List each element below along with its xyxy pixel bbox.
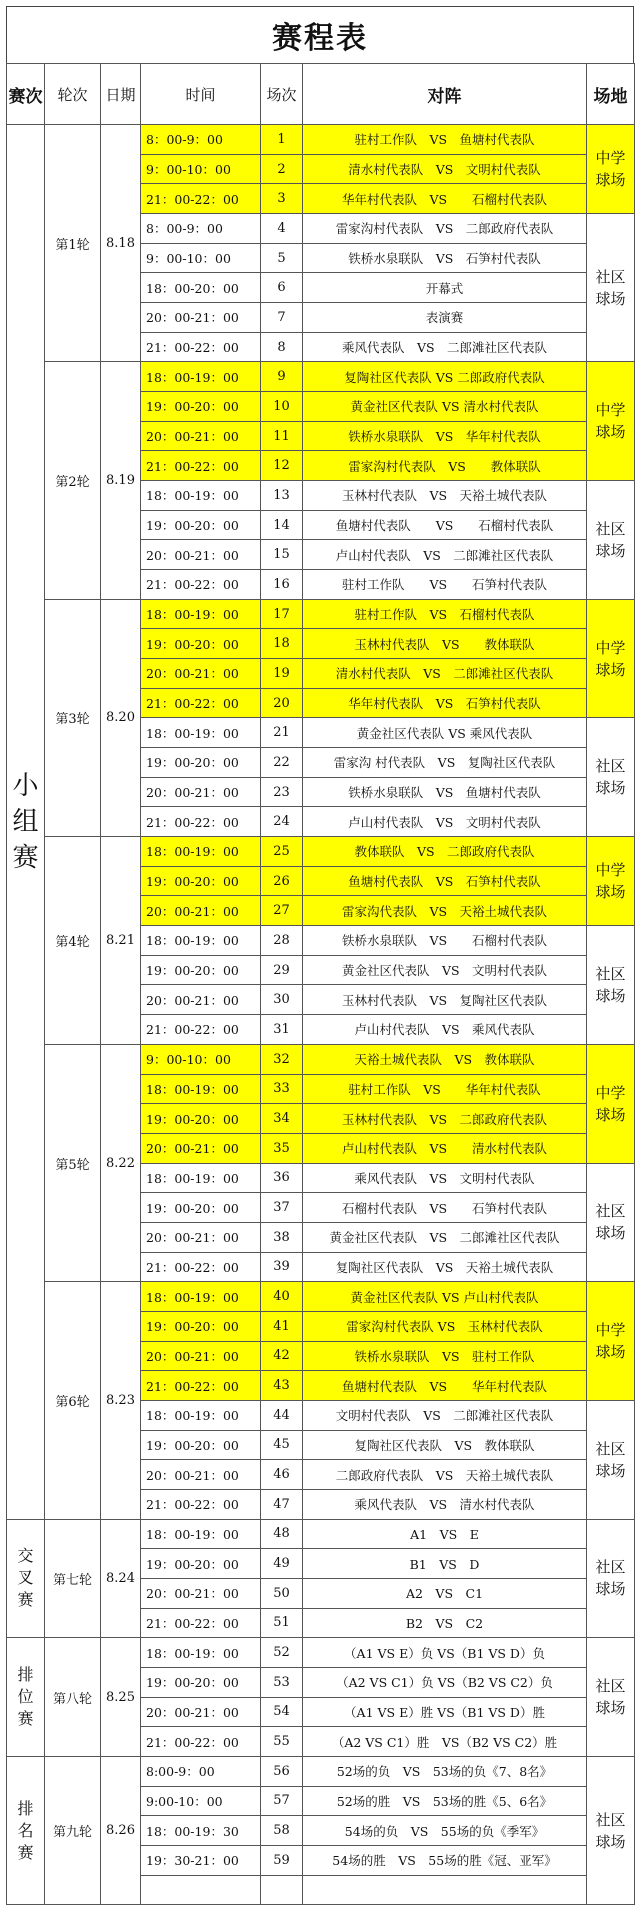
match-pairing: 表演赛 — [303, 303, 587, 333]
match-pairing: （A2 VS C1）胜 VS（B2 VS C2）胜 — [303, 1727, 587, 1757]
venue-cell — [587, 125, 635, 214]
match-number: 44 — [261, 1400, 303, 1430]
stage-cell — [7, 1756, 45, 1904]
time-cell: 19：00-20：00 — [141, 1193, 261, 1223]
match-pairing: 铁桥水泉联队 VS 鱼塘村代表队 — [303, 777, 587, 807]
match-pairing: 雷家沟村代表队 VS 玉林村代表队 — [303, 1311, 587, 1341]
time-cell: 21：00-22：00 — [141, 451, 261, 481]
venue-label: 社区球场 — [595, 267, 626, 308]
round-cell: 第3轮 — [45, 599, 101, 836]
match-pairing: 乘风代表队 VS 文明村代表队 — [303, 1163, 587, 1193]
match-pairing: 54场的胜 VS 55场的胜《冠、亚军》 — [303, 1845, 587, 1875]
time-cell: 18：00-19：00 — [141, 926, 261, 956]
match-number: 46 — [261, 1460, 303, 1490]
schedule-sheet — [6, 6, 634, 1905]
venue-label: 中学球场 — [595, 401, 626, 442]
time-cell: 21：00-22：00 — [141, 332, 261, 362]
round-cell: 第2轮 — [45, 362, 101, 599]
match-number: 40 — [261, 1282, 303, 1312]
match-number: 25 — [261, 837, 303, 867]
match-number: 3 — [261, 184, 303, 214]
match-pairing: 黄金社区代表队 VS 乘风代表队 — [303, 718, 587, 748]
venue-cell — [587, 1282, 635, 1401]
table-row — [7, 362, 635, 392]
match-number: 26 — [261, 866, 303, 896]
match-number: 8 — [261, 332, 303, 362]
venue-label: 社区球场 — [595, 1558, 626, 1599]
round-cell: 第1轮 — [45, 125, 101, 362]
match-pairing: 复陶社区代表队 VS 二郎政府代表队 — [303, 362, 587, 392]
match-number: 36 — [261, 1163, 303, 1193]
venue-label: 社区球场 — [595, 1810, 626, 1851]
match-number: 41 — [261, 1311, 303, 1341]
match-number: 22 — [261, 748, 303, 778]
match-pairing: 驻村工作队 VS 鱼塘村代表队 — [303, 125, 587, 155]
schedule-body — [7, 125, 635, 1905]
match-number: 42 — [261, 1341, 303, 1371]
match-pairing: 铁桥水泉联队 VS 石笋村代表队 — [303, 243, 587, 273]
date-cell: 8.22 — [101, 1044, 141, 1281]
table-row — [7, 1519, 635, 1549]
time-cell: 18：00-19：00 — [141, 1400, 261, 1430]
time-cell: 19：00-20：00 — [141, 1104, 261, 1134]
time-cell: 21：00-22：00 — [141, 184, 261, 214]
time-cell: 21：00-22：00 — [141, 570, 261, 600]
venue-label: 中学球场 — [595, 1321, 626, 1362]
match-number: 56 — [261, 1756, 303, 1786]
match-pairing: 54场的负 VS 55场的负《季军》 — [303, 1816, 587, 1846]
venue-cell — [587, 362, 635, 481]
venue-cell — [587, 1756, 635, 1904]
time-cell — [141, 1875, 261, 1905]
match-number: 18 — [261, 629, 303, 659]
match-number: 21 — [261, 718, 303, 748]
time-cell: 9:00-10：00 — [141, 1786, 261, 1816]
match-pairing: 清水村代表队 VS 二郎滩社区代表队 — [303, 659, 587, 689]
match-number: 39 — [261, 1252, 303, 1282]
match-pairing: 复陶社区代表队 VS 天裕土城代表队 — [303, 1252, 587, 1282]
match-number: 2 — [261, 154, 303, 184]
match-number: 11 — [261, 421, 303, 451]
stage-label: 小组赛 — [12, 770, 39, 873]
time-cell: 19：00-20：00 — [141, 955, 261, 985]
match-pairing: 铁桥水泉联队 VS 驻村工作队 — [303, 1341, 587, 1371]
table-row — [7, 1638, 635, 1668]
match-pairing: 雷家沟村代表队 VS 教体联队 — [303, 451, 587, 481]
date-cell: 8.23 — [101, 1282, 141, 1519]
venue-label: 社区球场 — [595, 519, 626, 560]
header-time: 时间 — [141, 64, 261, 125]
venue-cell — [587, 1638, 635, 1757]
match-number: 53 — [261, 1667, 303, 1697]
time-cell: 9：00-10：00 — [141, 154, 261, 184]
match-number: 5 — [261, 243, 303, 273]
match-pairing: 玉林村代表队 VS 复陶社区代表队 — [303, 985, 587, 1015]
match-number: 35 — [261, 1133, 303, 1163]
time-cell: 18：00-19：30 — [141, 1816, 261, 1846]
time-cell: 18：00-19：00 — [141, 599, 261, 629]
match-pairing: B2 VS C2 — [303, 1608, 587, 1638]
match-number: 50 — [261, 1578, 303, 1608]
match-number: 52 — [261, 1638, 303, 1668]
stage-cell — [7, 1519, 45, 1638]
time-cell: 21：00-22：00 — [141, 688, 261, 718]
venue-cell — [587, 481, 635, 600]
time-cell: 21：00-22：00 — [141, 1608, 261, 1638]
match-pairing: 鱼塘村代表队 VS 石榴村代表队 — [303, 510, 587, 540]
time-cell: 20：00-21：00 — [141, 540, 261, 570]
match-pairing: （A2 VS C1）负 VS（B2 VS C2）负 — [303, 1667, 587, 1697]
time-cell: 19：00-20：00 — [141, 866, 261, 896]
stage-label: 排位赛 — [17, 1665, 34, 1729]
match-number: 10 — [261, 392, 303, 422]
match-pairing: 玉林村代表队 VS 天裕土城代表队 — [303, 481, 587, 511]
match-pairing: 玉林村代表队 VS 二郎政府代表队 — [303, 1104, 587, 1134]
venue-cell — [587, 1163, 635, 1282]
match-number: 38 — [261, 1222, 303, 1252]
venue-label: 社区球场 — [595, 1202, 626, 1243]
time-cell: 19：00-20：00 — [141, 748, 261, 778]
match-pairing: 鱼塘村代表队 VS 华年村代表队 — [303, 1371, 587, 1401]
match-pairing: （A1 VS E）负 VS（B1 VS D）负 — [303, 1638, 587, 1668]
match-pairing: 乘风代表队 VS 二郎滩社区代表队 — [303, 332, 587, 362]
match-number: 27 — [261, 896, 303, 926]
match-pairing: 铁桥水泉联队 VS 石榴村代表队 — [303, 926, 587, 956]
match-number: 6 — [261, 273, 303, 303]
date-cell: 8.26 — [101, 1756, 141, 1904]
time-cell: 19：00-20：00 — [141, 1549, 261, 1579]
venue-label: 中学球场 — [595, 1083, 626, 1124]
venue-label: 社区球场 — [595, 1439, 626, 1480]
time-cell: 19：00-20：00 — [141, 510, 261, 540]
match-number: 49 — [261, 1549, 303, 1579]
header-stage: 赛次 — [7, 64, 45, 125]
match-pairing: 卢山村代表队 VS 二郎滩社区代表队 — [303, 540, 587, 570]
match-number: 16 — [261, 570, 303, 600]
match-pairing: 52场的负 VS 53场的负《7、8名》 — [303, 1756, 587, 1786]
venue-label: 中学球场 — [595, 149, 626, 189]
table-row — [7, 837, 635, 867]
match-pairing: 华年村代表队 VS 石笋村代表队 — [303, 688, 587, 718]
time-cell: 9：00-10：00 — [141, 243, 261, 273]
match-number: 17 — [261, 599, 303, 629]
time-cell: 20：00-21：00 — [141, 1578, 261, 1608]
match-number: 9 — [261, 362, 303, 392]
venue-cell — [587, 718, 635, 837]
time-cell: 19：00-20：00 — [141, 392, 261, 422]
round-cell: 第八轮 — [45, 1638, 101, 1757]
date-cell: 8.24 — [101, 1519, 141, 1638]
venue-cell — [587, 837, 635, 926]
stage-label: 交叉赛 — [17, 1546, 34, 1610]
match-number: 1 — [261, 125, 303, 155]
match-number: 51 — [261, 1608, 303, 1638]
time-cell: 20：00-21：00 — [141, 1341, 261, 1371]
match-pairing: 黄金社区代表队 VS 清水村代表队 — [303, 392, 587, 422]
match-pairing: 开幕式 — [303, 273, 587, 303]
match-pairing: 鱼塘村代表队 VS 石笋村代表队 — [303, 866, 587, 896]
match-pairing: 清水村代表队 VS 文明村代表队 — [303, 154, 587, 184]
time-cell: 19：00-20：00 — [141, 1667, 261, 1697]
time-cell: 9：00-10：00 — [141, 1044, 261, 1074]
table-row — [7, 1044, 635, 1074]
match-number: 55 — [261, 1727, 303, 1757]
time-cell: 20：00-21：00 — [141, 1697, 261, 1727]
venue-label: 社区球场 — [595, 757, 626, 798]
match-number: 23 — [261, 777, 303, 807]
date-cell: 8.18 — [101, 125, 141, 362]
venue-cell — [587, 214, 635, 362]
header-num: 场次 — [261, 64, 303, 125]
match-number: 12 — [261, 451, 303, 481]
time-cell: 20：00-21：00 — [141, 1460, 261, 1490]
time-cell: 18：00-20：00 — [141, 273, 261, 303]
round-cell: 第九轮 — [45, 1756, 101, 1904]
header-round: 轮次 — [45, 64, 101, 125]
match-pairing: 玉林村代表队 VS 教体联队 — [303, 629, 587, 659]
venue-label: 中学球场 — [595, 861, 626, 902]
time-cell: 8：00-9：00 — [141, 214, 261, 244]
time-cell: 20：00-21：00 — [141, 421, 261, 451]
match-pairing: 黄金社区代表队 VS 二郎滩社区代表队 — [303, 1222, 587, 1252]
match-pairing: B1 VS D — [303, 1549, 587, 1579]
time-cell: 19：00-20：00 — [141, 1430, 261, 1460]
match-number: 7 — [261, 303, 303, 333]
table-row — [7, 1756, 635, 1786]
match-number: 29 — [261, 955, 303, 985]
venue-label: 社区球场 — [595, 964, 626, 1005]
table-row — [7, 599, 635, 629]
match-number — [261, 1875, 303, 1905]
round-cell: 第5轮 — [45, 1044, 101, 1281]
time-cell: 20：00-21：00 — [141, 659, 261, 689]
match-pairing: 雷家沟 村代表队 VS 复陶社区代表队 — [303, 748, 587, 778]
match-number: 20 — [261, 688, 303, 718]
match-pairing: A1 VS E — [303, 1519, 587, 1549]
match-pairing: 卢山村代表队 VS 文明村代表队 — [303, 807, 587, 837]
match-number: 33 — [261, 1074, 303, 1104]
date-cell: 8.20 — [101, 599, 141, 836]
round-cell: 第4轮 — [45, 837, 101, 1045]
match-pairing: 华年村代表队 VS 石榴村代表队 — [303, 184, 587, 214]
venue-label: 社区球场 — [595, 1677, 626, 1718]
time-cell: 19：00-20：00 — [141, 1311, 261, 1341]
match-pairing: 黄金社区代表队 VS 文明村代表队 — [303, 955, 587, 985]
match-pairing: 黄金社区代表队 VS 卢山村代表队 — [303, 1282, 587, 1312]
time-cell: 18：00-19：00 — [141, 1282, 261, 1312]
time-cell: 18：00-19：00 — [141, 1074, 261, 1104]
match-pairing: （A1 VS E）胜 VS（B1 VS D）胜 — [303, 1697, 587, 1727]
time-cell: 21：00-22：00 — [141, 1015, 261, 1045]
match-number: 4 — [261, 214, 303, 244]
table-row — [7, 125, 635, 155]
match-pairing: 雷家沟村代表队 VS 二郎政府代表队 — [303, 214, 587, 244]
venue-cell — [587, 1044, 635, 1163]
match-pairing: 驻村工作队 VS 石笋村代表队 — [303, 570, 587, 600]
match-pairing: 雷家沟代表队 VS 天裕土城代表队 — [303, 896, 587, 926]
header-venue: 场地 — [587, 64, 635, 125]
match-number: 31 — [261, 1015, 303, 1045]
time-cell: 20：00-21：00 — [141, 985, 261, 1015]
match-pairing: 二郎政府代表队 VS 天裕土城代表队 — [303, 1460, 587, 1490]
match-pairing: 复陶社区代表队 VS 教体联队 — [303, 1430, 587, 1460]
time-cell: 18：00-19：00 — [141, 1519, 261, 1549]
match-number: 45 — [261, 1430, 303, 1460]
match-number: 13 — [261, 481, 303, 511]
match-number: 15 — [261, 540, 303, 570]
match-pairing: 石榴村代表队 VS 石笋村代表队 — [303, 1193, 587, 1223]
match-pairing: 卢山村代表队 VS 乘风代表队 — [303, 1015, 587, 1045]
time-cell: 21：00-22：00 — [141, 1727, 261, 1757]
schedule-table — [6, 63, 635, 1905]
match-pairing: 乘风代表队 VS 清水村代表队 — [303, 1489, 587, 1519]
match-number: 34 — [261, 1104, 303, 1134]
stage-cell — [7, 1638, 45, 1757]
match-pairing: 铁桥水泉联队 VS 华年村代表队 — [303, 421, 587, 451]
match-number: 32 — [261, 1044, 303, 1074]
match-pairing: 天裕土城代表队 VS 教体联队 — [303, 1044, 587, 1074]
match-number: 30 — [261, 985, 303, 1015]
match-number: 43 — [261, 1371, 303, 1401]
match-number: 19 — [261, 659, 303, 689]
round-cell: 第6轮 — [45, 1282, 101, 1519]
header-date: 日期 — [101, 64, 141, 125]
round-cell: 第七轮 — [45, 1519, 101, 1638]
time-cell: 20：00-21：00 — [141, 896, 261, 926]
time-cell: 20：00-21：00 — [141, 303, 261, 333]
match-pairing: A2 VS C1 — [303, 1578, 587, 1608]
venue-cell — [587, 926, 635, 1045]
match-number: 59 — [261, 1845, 303, 1875]
stage-cell — [7, 125, 45, 1520]
match-pairing — [303, 1875, 587, 1905]
venue-cell — [587, 599, 635, 718]
time-cell: 20：00-21：00 — [141, 777, 261, 807]
match-number: 28 — [261, 926, 303, 956]
time-cell: 19：00-20：00 — [141, 629, 261, 659]
time-cell: 8:00-9：00 — [141, 1756, 261, 1786]
match-number: 24 — [261, 807, 303, 837]
venue-cell — [587, 1400, 635, 1519]
venue-cell — [587, 1519, 635, 1638]
match-number: 47 — [261, 1489, 303, 1519]
time-cell: 18：00-19：00 — [141, 362, 261, 392]
date-cell: 8.25 — [101, 1638, 141, 1757]
time-cell: 21：00-22：00 — [141, 1252, 261, 1282]
time-cell: 18：00-19：00 — [141, 481, 261, 511]
match-pairing: 驻村工作队 VS 华年村代表队 — [303, 1074, 587, 1104]
time-cell: 21：00-22：00 — [141, 1371, 261, 1401]
table-row — [7, 1282, 635, 1312]
time-cell: 18：00-19：00 — [141, 837, 261, 867]
match-pairing: 文明村代表队 VS 二郎滩社区代表队 — [303, 1400, 587, 1430]
match-pairing: 教体联队 VS 二郎政府代表队 — [303, 837, 587, 867]
match-pairing: 52场的胜 VS 53场的胜《5、6名》 — [303, 1786, 587, 1816]
match-number: 14 — [261, 510, 303, 540]
time-cell: 21：00-22：00 — [141, 807, 261, 837]
stage-label: 排名赛 — [17, 1798, 34, 1862]
time-cell: 18：00-19：00 — [141, 1638, 261, 1668]
time-cell: 8：00-9：00 — [141, 125, 261, 155]
header-match: 对阵 — [303, 64, 587, 125]
venue-label: 中学球场 — [595, 638, 626, 679]
time-cell: 18：00-19：00 — [141, 718, 261, 748]
header-row — [7, 64, 635, 125]
time-cell: 20：00-21：00 — [141, 1133, 261, 1163]
match-number: 37 — [261, 1193, 303, 1223]
time-cell: 19：30-21：00 — [141, 1845, 261, 1875]
match-number: 58 — [261, 1816, 303, 1846]
match-number: 54 — [261, 1697, 303, 1727]
page-title: 赛程表 — [6, 6, 634, 63]
match-pairing: 驻村工作队 VS 石榴村代表队 — [303, 599, 587, 629]
time-cell: 20：00-21：00 — [141, 1222, 261, 1252]
date-cell: 8.19 — [101, 362, 141, 599]
match-pairing: 卢山村代表队 VS 清水村代表队 — [303, 1133, 587, 1163]
date-cell: 8.21 — [101, 837, 141, 1045]
time-cell: 21：00-22：00 — [141, 1489, 261, 1519]
match-number: 48 — [261, 1519, 303, 1549]
match-number: 57 — [261, 1786, 303, 1816]
time-cell: 18：00-19：00 — [141, 1163, 261, 1193]
